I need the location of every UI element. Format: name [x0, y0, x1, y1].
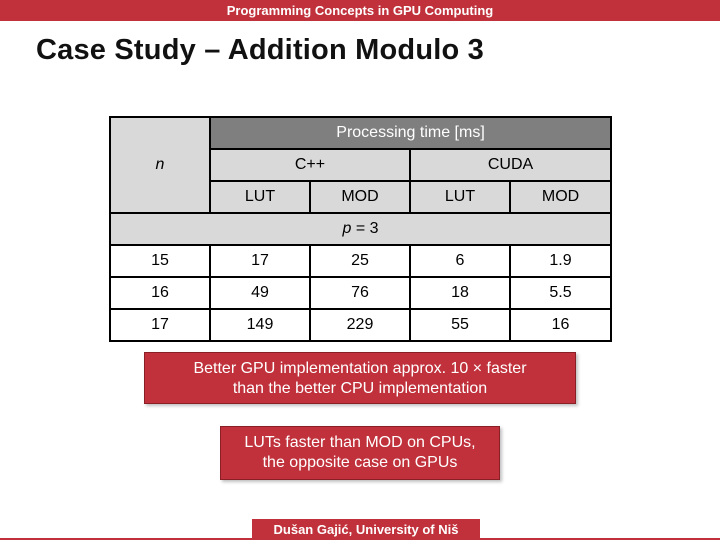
processing-time-header: Processing time [ms] [210, 117, 611, 149]
cpp-header: C++ [210, 149, 410, 181]
table-cell: 6 [410, 245, 510, 277]
cuda-header: CUDA [410, 149, 611, 181]
n-header-cell: n [110, 117, 210, 213]
table-row [110, 309, 611, 341]
lut-vs-mod-callout [220, 426, 500, 480]
table-cell: 17 [110, 309, 210, 341]
callout-line: Better GPU implementation approx. 10 × faster [193, 360, 527, 377]
footer-author-bar [252, 519, 480, 540]
table-cell: 16 [110, 277, 210, 309]
method-header-cuda-lut: LUT [410, 181, 510, 213]
table-cell: 76 [310, 277, 410, 309]
course-title: Programming Concepts in GPU Computing [226, 3, 494, 18]
table-cell: 15 [110, 245, 210, 277]
callout-line: than the better CPU implementation [232, 380, 488, 397]
gpu-speedup-callout [144, 352, 576, 404]
callout-line: LUTs faster than MOD on CPUs, [244, 434, 476, 451]
table-cell: 55 [410, 309, 510, 341]
table-header-row-1 [110, 117, 611, 149]
course-header-bar [0, 0, 720, 21]
table-row [110, 245, 611, 277]
table-cell: 25 [310, 245, 410, 277]
method-header-cpp-mod: MOD [310, 181, 410, 213]
table-cell: 16 [510, 309, 611, 341]
method-header-cpp-lut: LUT [210, 181, 310, 213]
table-cell: 149 [210, 309, 310, 341]
table-cell: 229 [310, 309, 410, 341]
p-cell [110, 213, 611, 245]
method-header-cuda-mod: MOD [510, 181, 611, 213]
table-cell: 5.5 [510, 277, 611, 309]
p-row [110, 213, 611, 245]
callout-line: the opposite case on GPUs [262, 454, 458, 471]
p-variable: p [342, 220, 352, 237]
table-cell: 18 [410, 277, 510, 309]
table-cell: 1.9 [510, 245, 611, 277]
footer-author: Dušan Gajić, University of Niš [273, 522, 459, 537]
p-value: = 3 [355, 220, 379, 237]
table-cell: 17 [210, 245, 310, 277]
table-row [110, 277, 611, 309]
slide-title: Case Study – Addition Modulo 3 [36, 34, 484, 66]
timing-table [109, 116, 612, 342]
table-cell: 49 [210, 277, 310, 309]
